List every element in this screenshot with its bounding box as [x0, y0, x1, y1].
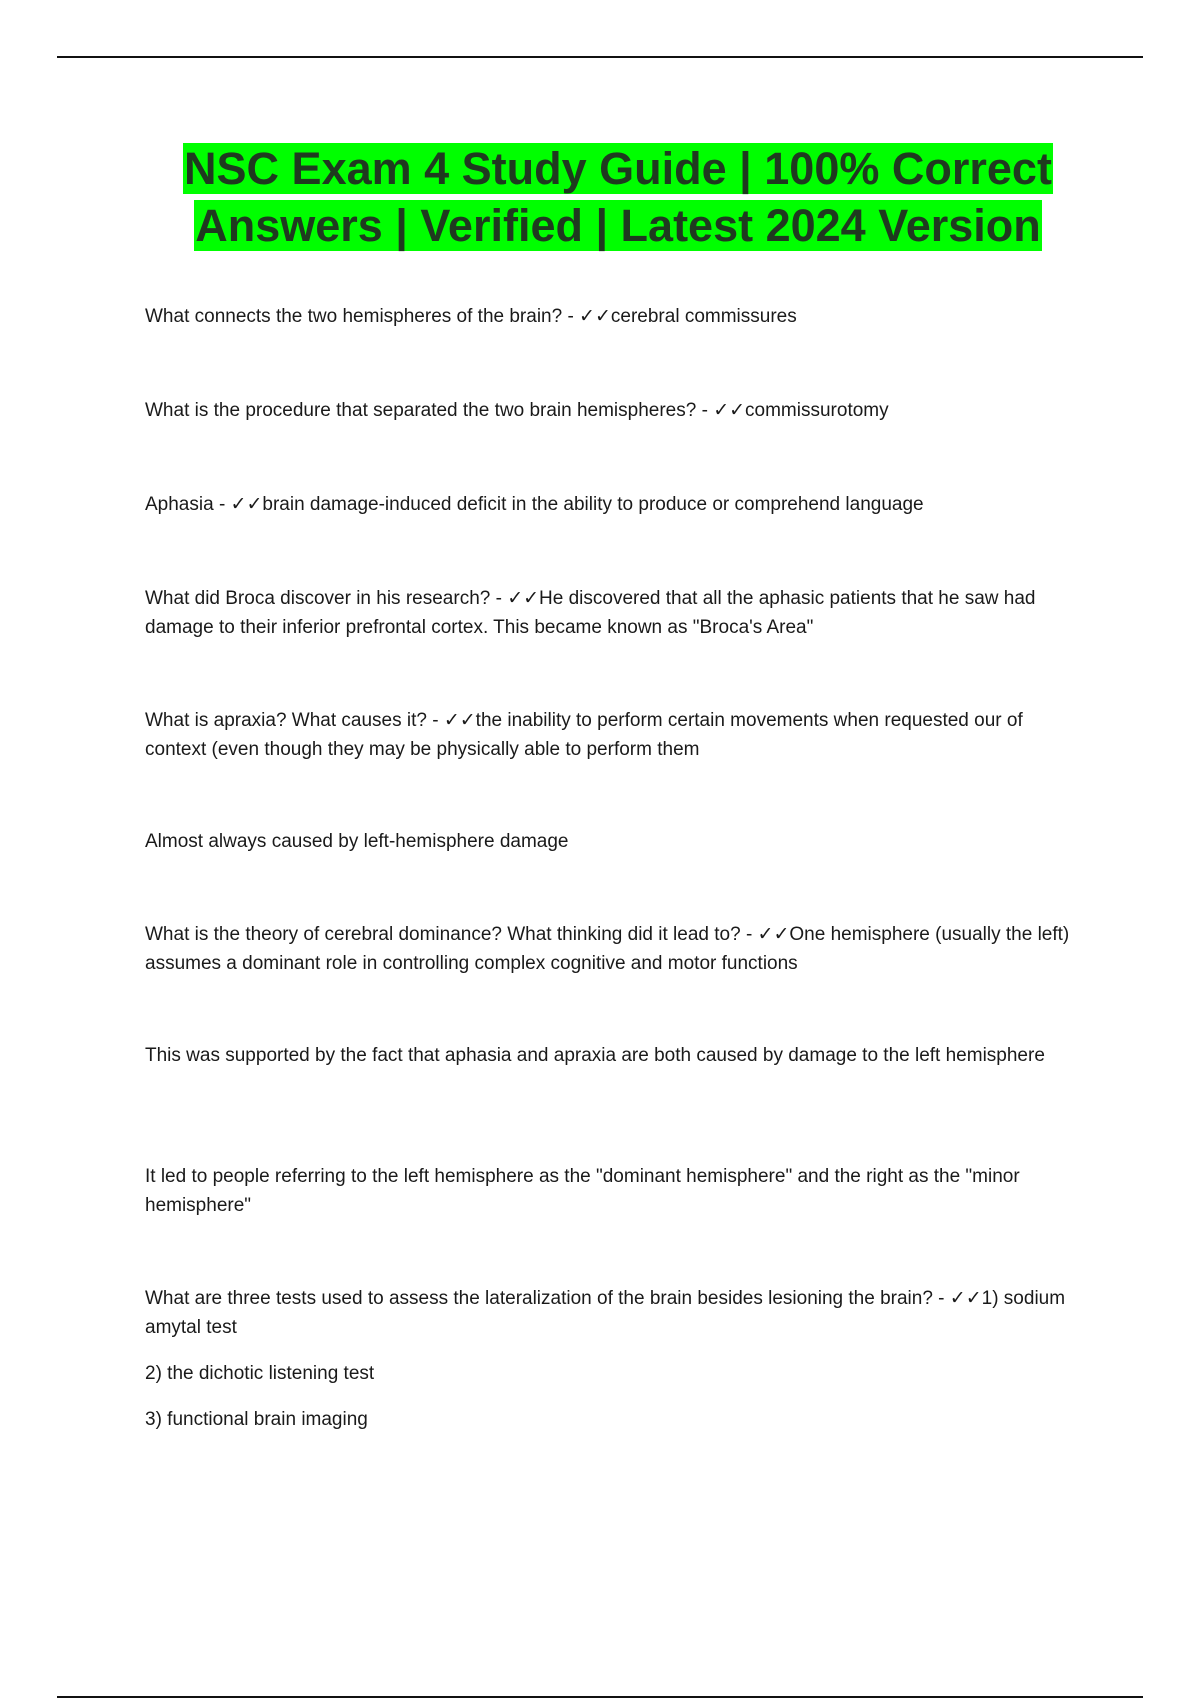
title-line-2: Answers | Verified | Latest 2024 Version	[195, 200, 1041, 251]
paragraph-dominant-hemisphere: It led to people referring to the left hemisphere as the "dominant hemisphere" and the right as the "minor hemisphere"	[145, 1166, 1020, 1216]
paragraph-lateralization-tests: What are three tests used to assess the lateralization of the brain besides lesioning the brain? - ✓✓1) sodium amytal test	[145, 1288, 1066, 1338]
paragraph-aphasia: Aphasia - ✓✓brain damage-induced deficit in the ability to produce or comprehend language	[145, 494, 924, 515]
paragraph-apraxia-cause: Almost always caused by left-hemisphere damage	[145, 831, 569, 852]
title-line-1: NSC Exam 4 Study Guide | 100% Correct	[184, 143, 1052, 194]
paragraph-commissurotomy: What is the procedure that separated the two brain hemispheres? - ✓✓commissurotomy	[145, 400, 889, 421]
top-rule	[57, 56, 1143, 58]
paragraph-apraxia: What is apraxia? What causes it? - ✓✓the inability to perform certain movements when requested our of context (even though they may be physically able to perform them	[145, 710, 1023, 760]
list-item-brain-imaging: 3) functional brain imaging	[145, 1409, 368, 1430]
paragraph-broca: What did Broca discover in his research? - ✓✓He discovered that all the aphasic patients that he saw had damage to their inferior prefrontal cortex. This became known as "Broca's Area"	[145, 588, 1036, 638]
document-title	[143, 140, 1093, 254]
bottom-rule	[57, 1696, 1143, 1698]
paragraph-cerebral-dominance: What is the theory of cerebral dominance? What thinking did it lead to? - ✓✓One hemisphere (usually the left) assumes a dominant role in controlling complex cognitive and motor functions	[145, 924, 1070, 974]
list-item-dichotic: 2) the dichotic listening test	[145, 1363, 375, 1384]
paragraph-dominance-support: This was supported by the fact that aphasia and apraxia are both caused by damage to the left hemisphere	[145, 1045, 1045, 1066]
paragraph-commissures: What connects the two hemispheres of the brain? - ✓✓cerebral commissures	[145, 306, 797, 327]
